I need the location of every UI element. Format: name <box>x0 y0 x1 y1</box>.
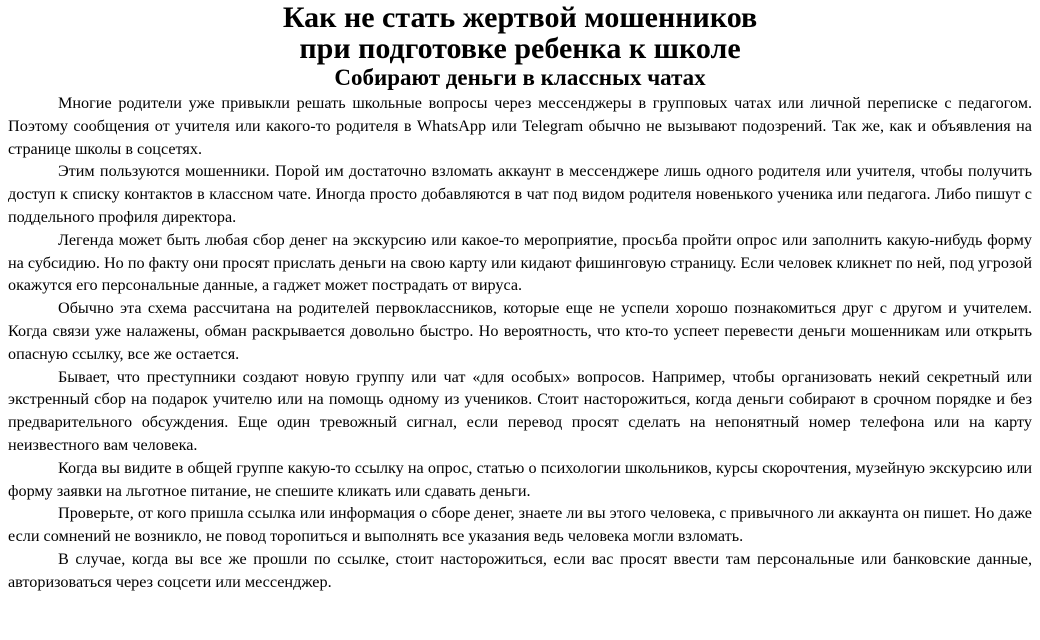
paragraph-6: Когда вы видите в общей группе какую-то ссылку на опрос, статью о психологии школьников, курсы скорочтения, музейную экскурсию или форму заявки на льготное питание, не спешите кликать или сдавать деньги. <box>8 458 1032 500</box>
paragraph-7: Проверьте, от кого пришла ссылка или информация о сборе денег, знаете ли вы этого человека, с привычного ли аккаунта он пишет. Но даже если сомнений не возникло, не повод торопиться и выполнять все указания ведь человека могли взломать. <box>8 504 1032 546</box>
section-heading: Собирают деньги в классных чатах <box>334 65 706 90</box>
paragraph-2: Этим пользуются мошенники. Порой им достаточно взломать аккаунт в мессенджере лишь одного родителя или учителя, чтобы получить доступ к списку контактов в классном чате. Иногда просто добавляются в чат под видом родителя новенького ученика или педагога. Либо пишут с поддельного профиля директора. <box>8 162 1032 226</box>
paragraph-5: Бывает, что преступники создают новую группу или чат «для особых» вопросов. Например, чтобы организовать некий секретный или экстренный сбор на подарок учителю или на помощь одному из учеников. Стоит насторожиться, когда деньги собирают в срочном порядке и без предварительного обсуждения. Еще один тревожный сигнал, если перевод просят сделать на непонятный номер телефона или на карту неизвестного вам человека. <box>8 367 1032 454</box>
article-title-line-2: при подготовке ребенка к школе <box>299 32 741 65</box>
paragraph-4: Обычно эта схема рассчитана на родителей первоклассников, которые еще не успели хорошо познакомиться друг с другом и учителем. Когда связи уже налажены, обман раскрывается довольно быстро. Но вероятность, что кто-то успеет перевести деньги мошенникам или открыть опасную ссылку, все же остается. <box>8 299 1032 363</box>
paragraph-8: В случае, когда вы все же прошли по ссылке, стоит насторожиться, если вас просят ввести там персональные или банковские данные, авторизоваться через соцсети или мессенджер. <box>8 549 1032 591</box>
article-title-line-1: Как не стать жертвой мошенников <box>282 1 758 34</box>
paragraph-3: Легенда может быть любая сбор денег на экскурсию или какое-то мероприятие, просьба пройти опрос или заполнить какую-нибудь форму на субсидию. Но по факту они просят прислать деньги на свою карту или кидают фишинговую страницу. Если человек кликнет по ней, под угрозой окажутся его персональные данные, а гаджет может пострадать от вируса. <box>8 230 1032 295</box>
article-title <box>8 2 1032 64</box>
article-body <box>8 92 1032 594</box>
paragraph-1: Многие родители уже привыкли решать школьные вопросы через мессенджеры в групповых чатах или личной переписке с педагогом. Поэтому сообщения от учителя или какого-то родителя в WhatsApp или Telegram обычно не вызывают подозрений. Так же, как и объявления на странице школы в соцсетях. <box>8 94 1032 158</box>
